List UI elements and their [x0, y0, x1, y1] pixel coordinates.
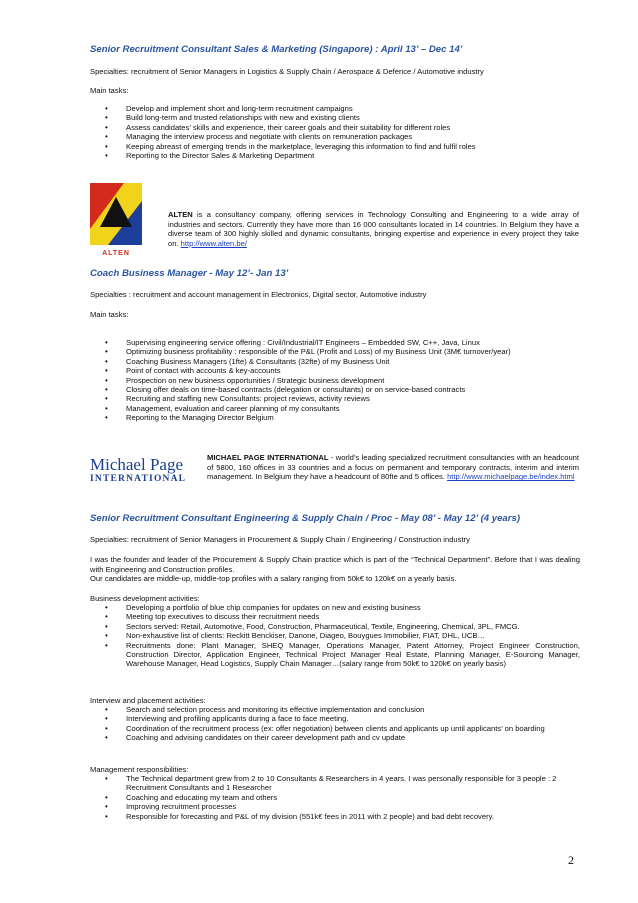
list-item: • Closing offer deals on time-based contracts (delegation or consultants) or on service-based contracts — [102, 385, 511, 394]
job2-tasks-label: Main tasks: — [90, 310, 129, 319]
job3-specialties: Specialties: recruitment of Senior Managers in Procurement & Supply Chain / Engineering / Construction industry — [90, 535, 470, 544]
job3-intro — [90, 555, 580, 584]
michael-page-logo-name: Michael Page — [90, 455, 183, 474]
list-item: • Develop and implement short and long-term recruitment campaigns — [102, 104, 476, 113]
michael-page-description — [207, 453, 579, 482]
list-item: • Coaching and advising candidates on their career development path and cv update — [102, 733, 580, 742]
alten-logo — [90, 183, 142, 258]
list-item: • Coaching and educating my team and others — [102, 793, 580, 802]
list-item: • Search and selection process and monitoring its effective implementation and conclusion — [102, 705, 580, 714]
list-item: • Keeping abreast of emerging trends in the marketplace, leveraging this information to find and fulfil roles — [102, 142, 476, 151]
alten-description — [168, 210, 579, 248]
list-item: • Meeting top executives to discuss their recruitment needs — [102, 612, 580, 621]
list-item: • Reporting to the Managing Director Belgium — [102, 413, 511, 422]
list-item: • Coaching Business Managers (1fte) & Consultants (32fte) of my Business Unit — [102, 357, 511, 366]
michael-page-logo — [90, 455, 198, 491]
job1-task-list — [102, 104, 476, 160]
job3-title: Senior Recruitment Consultant Engineering & Supply Chain / Proc - May 08’ - May 12’ (4 years) — [90, 513, 521, 524]
job1-tasks-label: Main tasks: — [90, 86, 129, 95]
list-item: • Recruiting and staffing new Consultants: project reviews, activity reviews — [102, 394, 511, 403]
alten-company-name: ALTEN — [168, 210, 193, 219]
job1-specialties: Specialties: recruitment of Senior Managers in Logistics & Supply Chain / Aerospace & Defence / Automotive industry — [90, 67, 484, 76]
list-item: • Sectors served: Retail, Automotive, Food, Construction, Pharmaceutical, Textile, Engineering, Chemical, 3PL, FMCG. — [102, 622, 580, 631]
list-item: • Management, evaluation and career planning of my consultants — [102, 404, 511, 413]
list-item: • Non-exhaustive list of clients: Reckitt Benckiser, Danone, Diageo, Bouygues Immobilier, FIAT, DHL, UCB… — [102, 631, 580, 640]
list-item: • Assess candidates’ skills and experience, their career goals and their suitability for different roles — [102, 123, 476, 132]
business-development-label: Business development activities: — [90, 594, 200, 603]
alten-description-text: is a consultancy company, offering services in Technology Consulting and Engineering to a wide array of industries and sectors. Currently they have more than 16 000 consultants located in 14 countries. In Belgium they have a diverse team of 300 highly skilled and dynamic consultants, bringing expertise and experience in every project they take on. — [168, 210, 579, 248]
list-item: • Recruitments done: Plant Manager, SHEQ Manager, Operations Manager, Patent Attorney, Project Engineer Construction, Construction Director, Application Engineer, Technical Project Manager Real Estate, Planning Manager, E-Sourcing Manager, Warehouse Manager, Head Logistics, Supply Chain Manager…(salary range from 50k€ to 120k€ on yearly basis) — [102, 641, 580, 669]
list-item: • Responsible for forecasting and P&L of my division (551k€ fees in 2011 with 2 people) and bad debt recovery. — [102, 812, 580, 821]
list-item: • The Technical department grew from 2 to 10 Consultants & Researchers in 4 years. I was personally responsible for 3 people : 2 Recruitment Consultants and 1 Researcher — [102, 774, 580, 793]
list-item: • Interviewing and profiling applicants during a face to face meeting. — [102, 714, 580, 723]
list-item: • Optimizing business profitability : responsible of the P&L (Profit and Loss) of my Business Unit (3M€ turnover/year) — [102, 347, 511, 356]
list-item: • Developing a portfolio of blue chip companies for updates on new and existing business — [102, 603, 580, 612]
list-item: • Prospection on new business opportunities / Strategic business development — [102, 376, 511, 385]
job3-intro-founder: I was the founder and leader of the Procurement & Supply Chain practice which is part of the “Technical Department”. Before that I was dealing with Engineering and Construction profiles. — [90, 555, 580, 574]
interview-placement-list — [102, 705, 580, 743]
michael-page-company-name: MICHAEL PAGE INTERNATIONAL — [207, 453, 329, 462]
job3-intro-candidates: Our candidates are middle-up, middle-top profiles with a salary ranging from 50k€ to 120k€ on a yearly basis. — [90, 574, 457, 584]
michael-page-logo-international: INTERNATIONAL — [90, 474, 187, 484]
job2-title: Coach Business Manager - May 12’- Jan 13’ — [90, 268, 289, 279]
alten-website-link[interactable]: http://www.alten.be/ — [180, 238, 247, 248]
job2-specialties: Specialties : recruitment and account management in Electronics, Digital sector, Automotive industry — [90, 290, 427, 299]
list-item: • Build long-term and trusted relationships with new and existing clients — [102, 113, 476, 122]
alten-logo-graphic — [90, 183, 142, 258]
list-item: • Reporting to the Director Sales & Marketing Department — [102, 151, 476, 160]
list-item: • Managing the interview process and negotiate with clients on remuneration packages — [102, 132, 476, 141]
page-number: 2 — [568, 853, 574, 867]
management-responsibilities-list — [102, 774, 580, 821]
interview-placement-label: Interview and placement activities: — [90, 696, 206, 705]
management-responsibilities-label: Management responsibilities: — [90, 765, 189, 774]
michael-page-description-text: - world’s leading specialized recruitment consultancies with an headcount of 5800, 160 offices in 33 countries and a focus on permanent and temporary contracts, interim and interim management. In Belgium they have a headcount of 80fte and 5 offices. — [207, 453, 580, 482]
business-development-list — [102, 603, 580, 669]
job2-task-list — [102, 338, 511, 423]
list-item: • Improving recruitment processes — [102, 802, 580, 811]
list-item: • Supervising engineering service offering : Civil/Industrial/IT Engineers – Embedded SW, C++, Java, Linux — [102, 338, 511, 347]
list-item: • Point of contact with accounts & key-accounts — [102, 366, 511, 375]
job1-title: Senior Recruitment Consultant Sales & Marketing (Singapore) : April 13’ – Dec 14’ — [90, 44, 463, 55]
list-item: • Coordination of the recruitment process (ex: offer negotiation) between clients and applicants up until applicants’ on boarding — [102, 724, 580, 733]
alten-logo-text: ALTEN — [102, 250, 130, 257]
michael-page-website-link[interactable]: http://www.michaelpage.be/index.html — [447, 472, 575, 482]
